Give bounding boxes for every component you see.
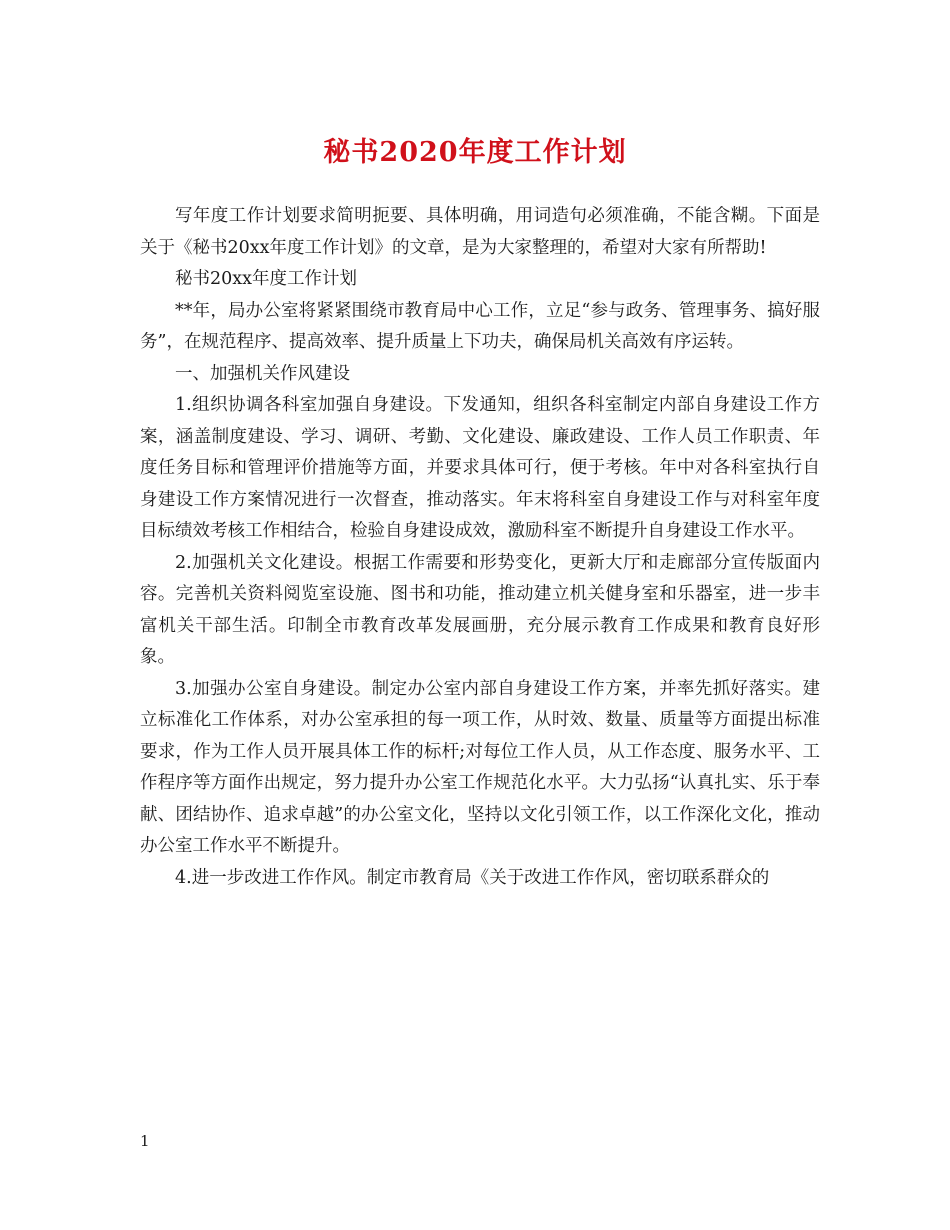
page-number: 1 [140, 1132, 150, 1150]
section-heading: 一、加强机关作风建设 [175, 363, 350, 384]
document-title: 秘书2020年度工作计划 [323, 137, 627, 168]
intro-paragraph: 写年度工作计划要求简明扼要、具体明确，用词造句必须准确，不能含糊。下面是关于《秘书20xx年度工作计划》的文章，是为大家整理的，希望对大家有所帮助! [140, 206, 820, 258]
subtitle-paragraph: 秘书20xx年度工作计划 [175, 269, 358, 289]
overview-paragraph: **年，局办公室将紧紧围绕市教育局中心工作，立足“参与政务、管理事务、搞好服务”，在规范程序、提高效率、提升质量上下功夫，确保局机关高效有序运转。 [140, 300, 820, 352]
document-body [140, 201, 820, 894]
item-1-paragraph: 1.组织协调各科室加强自身建设。下发通知，组织各科室制定内部自身建设工作方案，涵盖制度建设、学习、调研、考勤、文化建设、廉政建设、工作人员工作职责、年度任务目标和管理评价措施等方面，并要求具体可行，便于考核。年中对各科室执行自身建设工作方案情况进行一次督查，推动落实。年末将科室自身建设工作与对科室年度目标绩效考核工作相结合，检验自身建设成效，激励科室不断提升自身建设工作水平。 [140, 395, 820, 541]
item-3-paragraph: 3.加强办公室自身建设。制定办公室内部自身建设工作方案，并率先抓好落实。建立标准化工作体系，对办公室承担的每一项工作，从时效、数量、质量等方面提出标准要求，作为工作人员开展具体工作的标杆;对每位工作人员，从工作态度、服务水平、工作程序等方面作出规定，努力提升办公室工作规范化水平。大力弘扬“认真扎实、乐于奉献、团结协作、追求卓越”的办公室文化，坚持以文化引领工作，以工作深化文化，推动办公室工作水平不断提升。 [140, 678, 820, 856]
item-4-paragraph: 4.进一步改进工作作风。制定市教育局《关于改进工作作风，密切联系群众的 [175, 867, 770, 888]
item-2-paragraph: 2.加强机关文化建设。根据工作需要和形势变化，更新大厅和走廊部分宣传版面内容。完善机关资料阅览室设施、图书和功能，推动建立机关健身室和乐器室，进一步丰富机关干部生活。印制全市教育改革发展画册，充分展示教育工作成果和教育良好形象。 [140, 552, 820, 667]
